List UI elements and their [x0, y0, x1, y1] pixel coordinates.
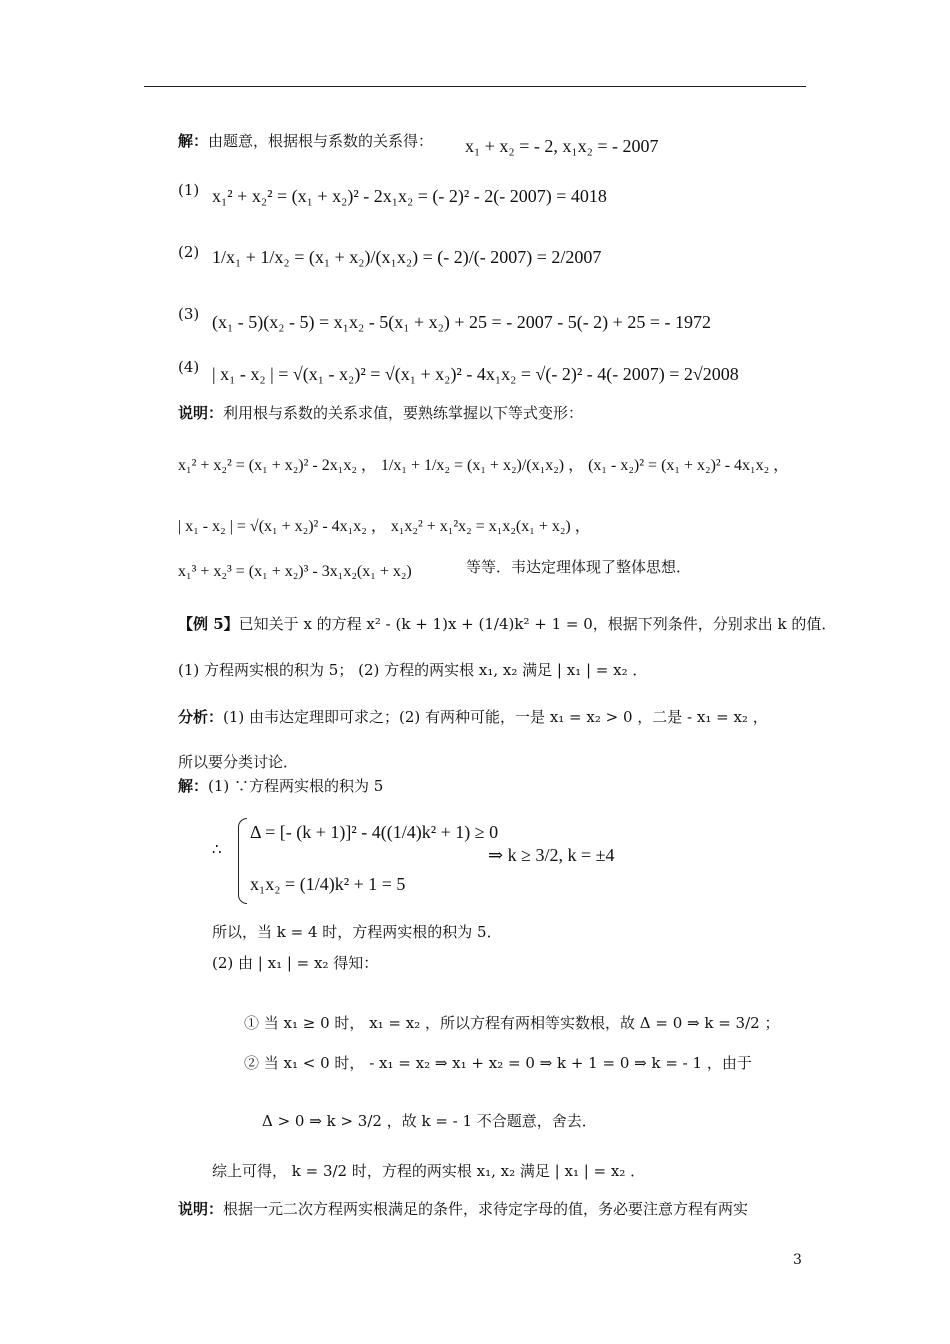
bold-label: 解： — [178, 132, 209, 150]
text-line-l09m: x₁³ + x₂³ = (x₁ + x₂)³ - 3x₁x₂(x₁ + x₂) — [178, 563, 412, 580]
text-line-l04m: (x₁ - 5)(x₂ - 5) = x₁x₂ - 5(x₁ + x₂) + 25 = - 2007 - 5(- 2) + 25 = - 1972 — [212, 312, 711, 332]
text-line-l18: ① 当 x₁ ≥ 0 时， x₁ = x₂ ，所以方程有两相等实数根，故 Δ = 0 ⇒ k = 3/2 ； — [244, 1014, 780, 1032]
text-line-l19: ② 当 x₁ < 0 时， - x₁ = x₂ ⇒ x₁ + x₂ = 0 ⇒ k + 1 = 0 ⇒ k = - 1 ，由于 — [244, 1054, 752, 1072]
text-line-l15b: Δ = [- (k + 1)]² - 4((1/4)k² + 1) ≥ 0 — [250, 822, 499, 842]
line-text: 已知关于 x 的方程 x² - (k + 1)x + (1/4)k² + 1 = 0，根据下列条件，分别求出 k 的值． — [238, 615, 837, 633]
text-line-l13: 所以要分类讨论． — [178, 753, 299, 771]
text-line-l16: 所以，当 k = 4 时，方程两实根的积为 5． — [212, 923, 502, 941]
text-line-l02m: x₁² + x₂² = (x₁ + x₂)² - 2x₁x₂ = (- 2)² - 2(- 2007) = 4018 — [212, 186, 607, 206]
text-line-l05m: | x₁ - x₂ | = √(x₁ - x₂)² = √(x₁ + x₂)² - 4x₁x₂ = √(- 2)² - 4(- 2007) = 2√2008 — [212, 364, 739, 384]
bold-label: 解： — [178, 777, 209, 795]
bold-label: 【例 5】 — [178, 615, 239, 633]
text-line-l17: (2) 由 | x₁ | = x₂ 得知： — [212, 954, 379, 972]
text-line-l09t: 等等．韦达定理体现了整体思想． — [466, 558, 692, 576]
text-line-l20: Δ > 0 ⇒ k > 3/2 ，故 k = - 1 不合题意，舍去． — [262, 1112, 597, 1130]
text-line-l01 — [178, 130, 433, 151]
bold-label: 说明： — [178, 404, 224, 422]
line-text: 利用根与系数的关系求值，要熟练掌握以下等式变形： — [223, 404, 584, 422]
text-line-l06 — [178, 402, 583, 423]
bold-label: 说明： — [178, 1200, 224, 1218]
system-brace — [238, 818, 247, 904]
text-line-l12 — [178, 706, 768, 727]
line-text: 由题意，根据根与系数的关系得： — [208, 132, 434, 150]
text-line-l02n: (1) — [178, 181, 200, 199]
text-line-l03m: 1/x₁ + 1/x₂ = (x₁ + x₂)/(x₁x₂) = (- 2)/(- 2007) = 2/2007 — [212, 247, 602, 267]
header-rule — [144, 86, 806, 87]
page-number: 3 — [793, 1252, 802, 1268]
text-line-l15c: x₁x₂ = (1/4)k² + 1 = 5 — [250, 874, 406, 894]
text-line-l22 — [178, 1198, 748, 1219]
line-text: (1) ∵方程两实根的积为 5 — [208, 777, 384, 795]
text-line-l03n: (2) — [178, 243, 200, 261]
text-line-l15a: ∴ — [212, 840, 222, 858]
line-text: (1) 由韦达定理即可求之；(2) 有两种可能，一是 x₁ = x₂ > 0 ，二是 - x₁ = x₂ ， — [223, 708, 768, 726]
text-line-l10 — [178, 613, 836, 634]
text-line-l15d: ⇒ k ≥ 3/2, k = ±4 — [488, 845, 615, 865]
text-line-l05n: (4) — [178, 358, 200, 376]
text-line-l11: (1) 方程两实根的积为 5； (2) 方程的两实根 x₁, x₂ 满足 | x₁ | = x₂ ． — [178, 661, 648, 679]
text-line-l07m: x₁² + x₂² = (x₁ + x₂)² - 2x₁x₂ ， 1/x₁ + 1/x₂ = (x₁ + x₂)/(x₁x₂) ， (x₁ - x₂)² = (x₁ + x₂)² - 4x₁x₂ ， — [178, 457, 790, 474]
line-text: 根据一元二次方程两实根满足的条件，求待定字母的值，务必要注意方程有两实 — [223, 1200, 749, 1218]
text-line-l08m: | x₁ - x₂ | = √(x₁ + x₂)² - 4x₁x₂ ， x₁x₂² + x₁²x₂ = x₁x₂(x₁ + x₂) ， — [178, 518, 591, 535]
bold-label: 分析： — [178, 708, 224, 726]
text-line-l01m: x₁ + x₂ = - 2, x₁x₂ = - 2007 — [465, 136, 659, 156]
text-line-l04n: (3) — [178, 305, 200, 323]
text-line-l14 — [178, 775, 383, 796]
text-line-l21: 综上可得， k = 3/2 时，方程的两实根 x₁, x₂ 满足 | x₁ | = x₂ ． — [212, 1162, 646, 1180]
